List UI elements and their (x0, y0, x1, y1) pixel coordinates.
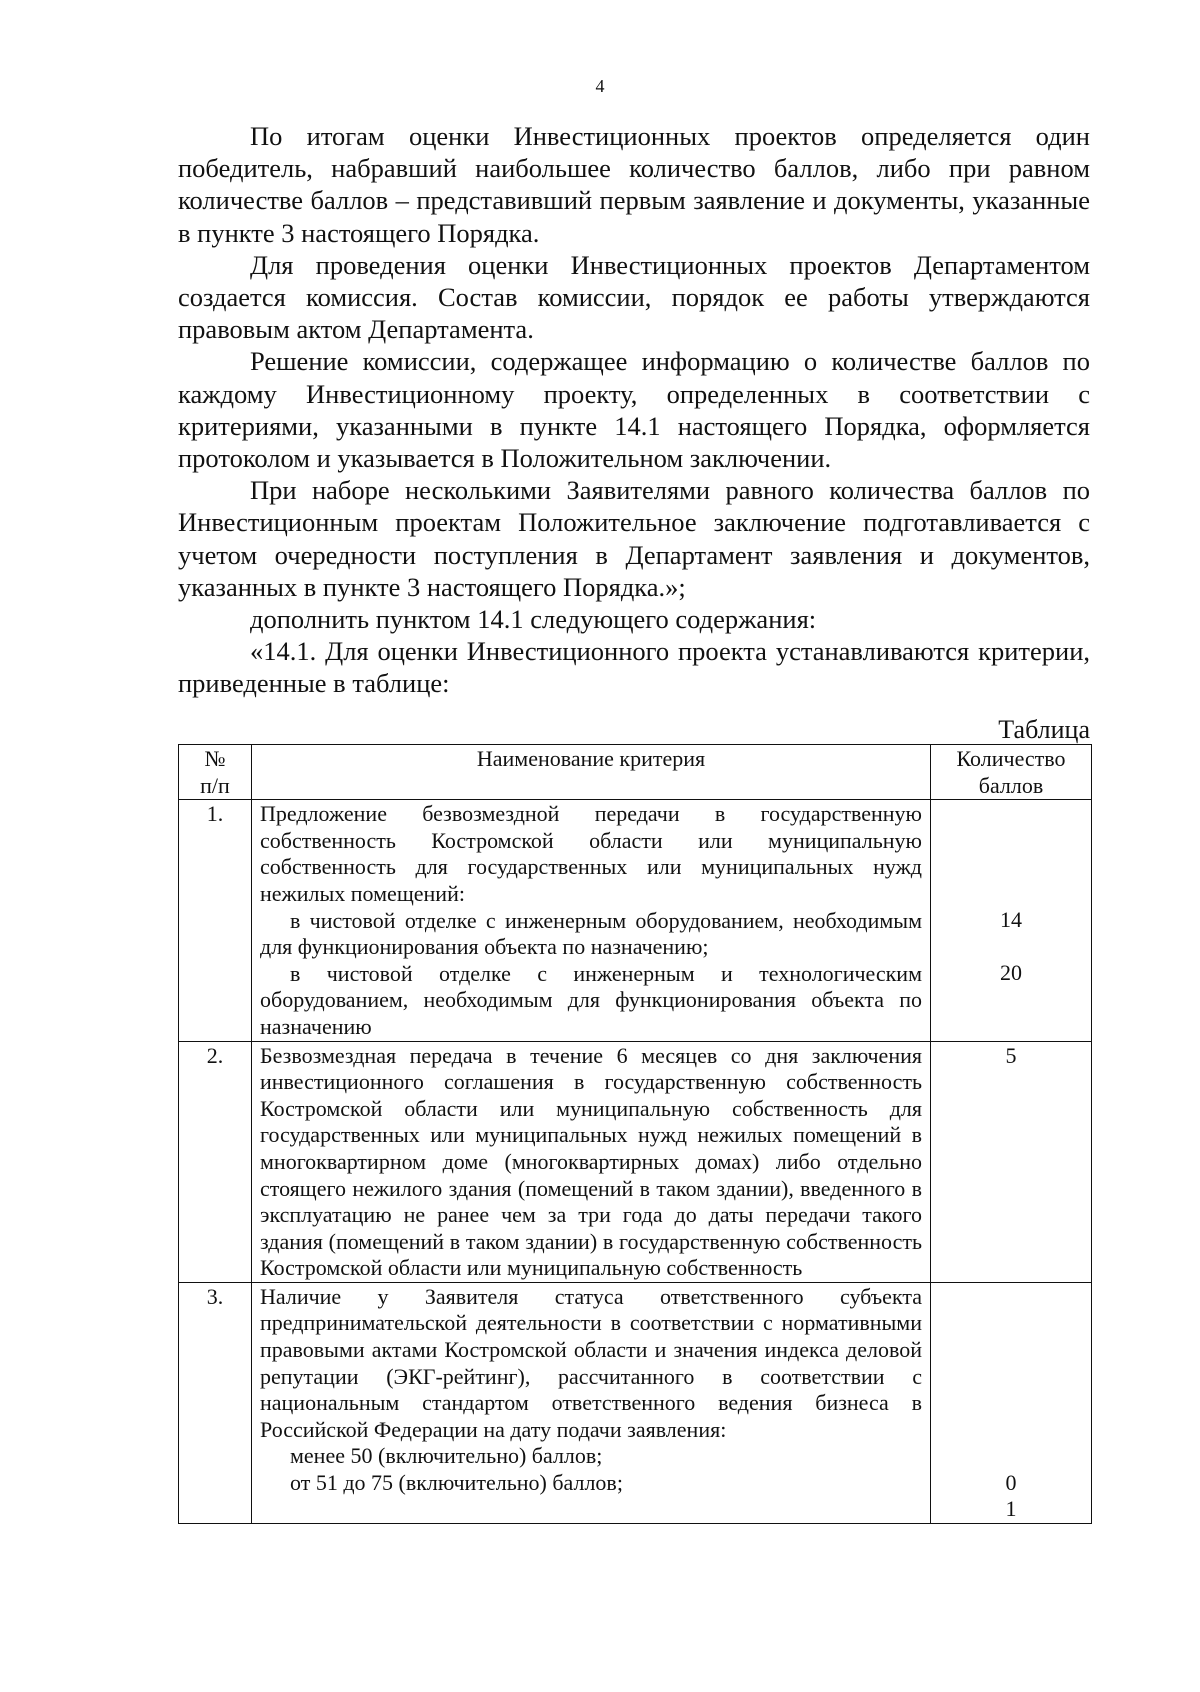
header-num-line2: п/п (200, 772, 230, 798)
paragraph: «14.1. Для оценки Инвестиционного проекта устанавливаются критерии, приведенные в таблице: (178, 636, 1090, 699)
paragraph: дополнить пунктом 14.1 следующего содержания: (250, 604, 817, 635)
criterion-intro: Наличие у Заявителя статуса ответственного субъекта предпринимательской деятельности в соответствии с нормативными правовыми актами Костромской области и значения индекса деловой репутации (ЭКГ-рейтинг), рассчитанного в соответствии с национальным стандартом ответственного ведения бизнеса в Российской Федерации на дату подачи заявления: (260, 1283, 922, 1442)
row-num: 3. (179, 1282, 252, 1523)
header-num-line1: № (204, 746, 226, 771)
header-name: Наименование критерия (252, 745, 931, 800)
page-number: 4 (595, 76, 605, 96)
header-score (931, 745, 1092, 800)
row-criterion: Безвозмездная передача в течение 6 месяцев со дня заключения инвестиционного соглашения в государственную собственность Костромской области или муниципальную собственность для государственных или муниципальных нужд нежилых помещений в многоквартирном доме (многоквартирных домах) либо отдельно стоящего нежилого здания (помещений в таком здании), введенного в эксплуатацию не ранее чем за три года до даты передачи такого здания (помещений в таком здании) в государственную собственность Костромской области или муниципальную собственность (252, 1041, 931, 1282)
paragraph: Решение комиссии, содержащее информацию о количестве баллов по каждому Инвестиционному проекту, определенных в соответствии с критериями, указанными в пункте 14.1 настоящего Порядка, оформляется протоколом и указывается в Положительном заключении. (178, 346, 1090, 474)
row-criterion (252, 800, 931, 1041)
row-criterion (252, 1282, 931, 1523)
row-num: 2. (179, 1041, 252, 1282)
table-row (179, 1041, 1092, 1282)
paragraph: При наборе несколькими Заявителями равного количества баллов по Инвестиционным проектам Положительное заключение подготавливается с учетом очередности поступления в Департамент заявления и документов, указанных в пункте 3 настоящего Порядка.»; (178, 475, 1090, 602)
criterion-item: менее 50 (включительно) баллов; (290, 1443, 603, 1469)
criteria-table (178, 744, 1092, 1524)
body-text (178, 120, 1090, 700)
criterion-item: в чистовой отделке с инженерным оборудованием, необходимым для функционирования объекта по назначению; (260, 907, 922, 960)
table-row (179, 1282, 1092, 1523)
score-value: 20 (1000, 960, 1022, 986)
header-num (179, 745, 252, 800)
criterion-intro: Предложение безвозмездной передачи в государственную собственность Костромской области или муниципальную собственность для государственных или муниципальных нужд нежилых помещений: (260, 801, 922, 906)
row-score (931, 1282, 1092, 1523)
header-score-line2: баллов (978, 772, 1044, 798)
row-score (931, 800, 1092, 1041)
score-value: 14 (1000, 907, 1022, 933)
table-row (179, 800, 1092, 1041)
header-score-line1: Количество (956, 746, 1066, 771)
criterion-item: в чистовой отделке с инженерным и технологическим оборудованием, необходимым для функционирования объекта по назначению (260, 960, 922, 1039)
score-value: 0 (1005, 1469, 1017, 1495)
row-num: 1. (179, 800, 252, 1041)
table-caption: Таблица (998, 715, 1090, 744)
score-value: 5 (931, 1041, 1092, 1282)
paragraph: По итогам оценки Инвестиционных проектов определяется один победитель, набравший наибольшее количество баллов, либо при равном количестве баллов – представивший первым заявление и документы, указанные в пункте 3 настоящего Порядка. (178, 121, 1090, 248)
criterion-item: от 51 до 75 (включительно) баллов; (290, 1470, 623, 1496)
score-value: 1 (1005, 1496, 1017, 1522)
paragraph: Для проведения оценки Инвестиционных проектов Департаментом создается комиссия. Состав комиссии, порядок ее работы утверждаются правовым актом Департамента. (178, 249, 1090, 345)
table-header-row (179, 745, 1092, 800)
